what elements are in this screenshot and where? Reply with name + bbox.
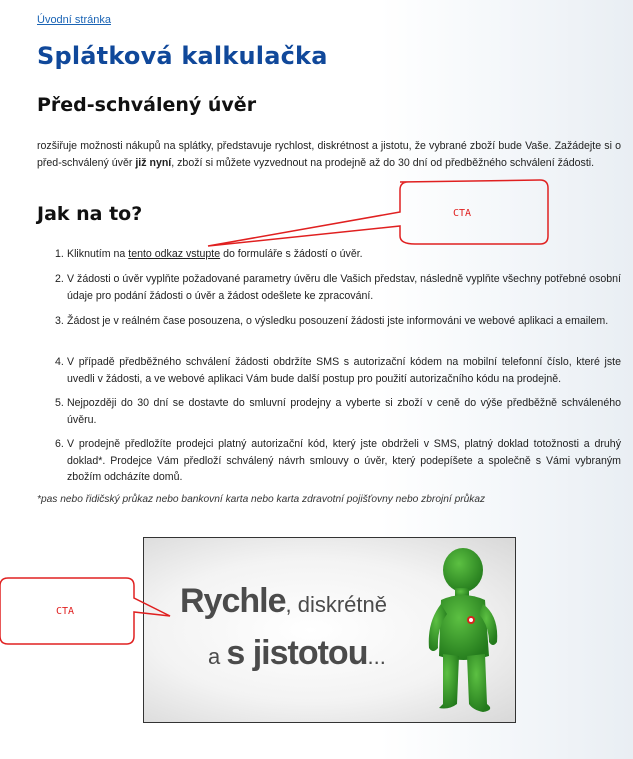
banner-ellipsis: ... <box>367 644 386 669</box>
step-text: Nejpozději do 30 dní se dostavte do smluvní prodejny a vyberte si zboží v ceně do výše předběžně schváleného úvěru. <box>67 397 621 426</box>
intro-text-1: rozšiřuje možnosti nákupů na splátky, představuje rychlost, diskrétnost a jistotu, že vybrané zboží bude Vaše. Zažádejte si o před-schválený úvěr <box>37 140 621 169</box>
banner-word-a: a <box>208 644 227 669</box>
step-number: 3. <box>55 315 64 327</box>
cta-callout-bottom <box>0 578 170 644</box>
cta-label-top: CTA <box>453 208 472 219</box>
step-number: 5. <box>55 397 64 409</box>
cta-label-bottom: CTA <box>56 606 75 617</box>
footnote: *pas nebo řidičský průkaz nebo bankovní karta nebo karta zdravotní pojišťovny nebo zbrojní průkaz <box>37 494 486 505</box>
step-text-before: Kliknutím na <box>67 248 129 260</box>
cta-callout-top <box>208 180 548 246</box>
intro-bold-text: již nyní <box>135 156 172 169</box>
step-text: V případě předběžného schválení žádosti obdržíte SMS s autorizační kódem na mobilní telefonní číslo, které jste uvedli v žádosti, a ve webové aplikaci Vám bude další postup pro použití autorizačního kódu na prodejně. <box>67 356 621 385</box>
page-title: Splátková kalkulačka <box>37 42 328 70</box>
step-number: 4. <box>55 356 64 368</box>
section-title: Před-schválený úvěr <box>37 94 257 116</box>
breadcrumb-home-link[interactable]: Úvodní stránka <box>37 14 111 26</box>
step-text: Žádost je v reálném čase posouzena, o výsledku posouzení žádosti jste informováni ve webové aplikaci a emailem. <box>67 315 609 327</box>
step-number: 1. <box>55 248 64 260</box>
banner-word-s-jistotou: s jistotou <box>226 634 368 672</box>
banner-word-diskretne: , diskrétně <box>285 592 387 617</box>
step-text: V prodejně předložíte prodejci platný autorizační kód, který jste obdrželi v SMS, platný doklad totožnosti a druhý doklad*. Prodejce Vám předloží schválený návrh smlouvy o úvěr, který podepíšete a společně s Vámi vybraným zbožím odcházíte domů. <box>67 438 621 483</box>
step-number: 6. <box>55 438 64 450</box>
howto-title: Jak na to? <box>37 203 143 225</box>
step-text: V žádosti o úvěr vyplňte požadované parametry úvěru dle Vašich představ, následně vyplňte všechny potřebné osobní údaje pro podání žádosti o úvěr a žádost odešlete ke zpracování. <box>67 273 621 302</box>
intro-text-2: , zboží si můžete vyzvednout na prodejně až do 30 dní od předběžného schválení žádosti. <box>171 156 595 169</box>
banner-word-rychle: Rychle <box>180 582 286 620</box>
step-text-after: do formuláře s žádostí o úvěr. <box>220 248 363 260</box>
step-number: 2. <box>55 273 64 285</box>
apply-form-link[interactable]: tento odkaz vstupte <box>128 248 221 260</box>
